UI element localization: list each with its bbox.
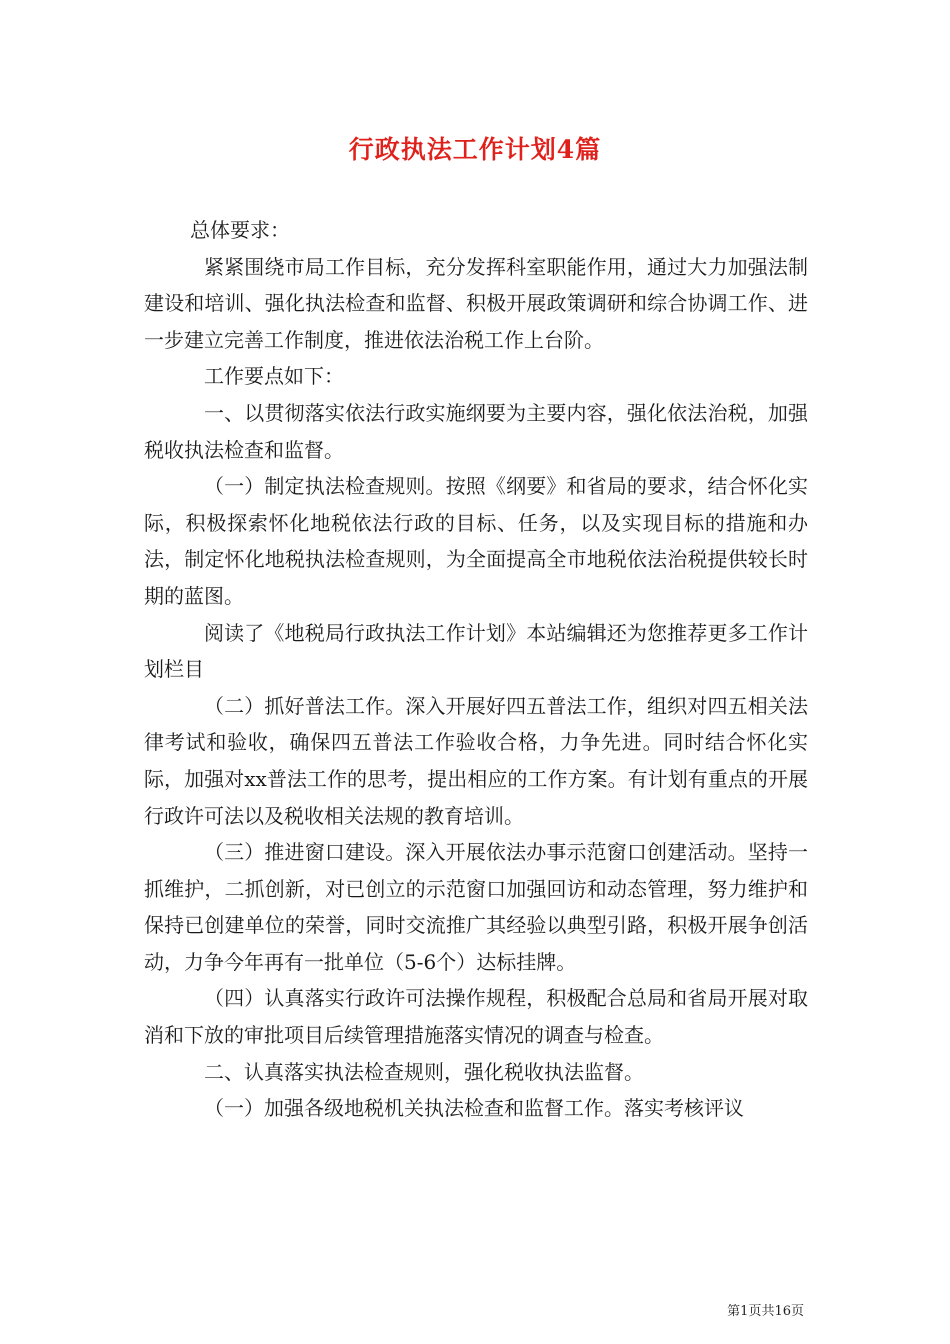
paragraph: （二）抓好普法工作。深入开展好四五普法工作，组织对四五相关法律考试和验收，确保四五普法工作验收合格，力争先进。同时结合怀化实际，加强对xx普法工作的思考，提出相应的工作方案。有计划有重点的开展行政许可法以及税收相关法规的教育培训。 xyxy=(144,693,808,828)
paragraph: 紧紧围绕市局工作目标，充分发挥科室职能作用，通过大力加强法制建设和培训、强化执法检查和监督、积极开展政策调研和综合协调工作、进一步建立完善工作制度，推进依法治税工作上台阶。 xyxy=(144,254,808,352)
paragraph-overall-requirements: 总体要求： xyxy=(190,218,290,242)
paragraph: （一）制定执法检查规则。按照《纲要》和省局的要求，结合怀化实际，积极探索怀化地税依法行政的目标、任务，以及实现目标的措施和办法，制定怀化地税执法检查规则，为全面提高全市地税依法治税提供较长时期的蓝图。 xyxy=(144,474,808,608)
paragraph: 阅读了《地税局行政执法工作计划》本站编辑还为您推荐更多工作计划栏目 xyxy=(144,620,808,682)
paragraph: （三）推进窗口建设。深入开展依法办事示范窗口创建活动。坚持一抓维护，二抓创新，对已创立的示范窗口加强回访和动态管理，努力维护和保持已创建单位的荣誉，同时交流推广其经验以典型引路，积极开展争创活动，力争今年再有一批单位（5-6个）达标挂牌。 xyxy=(144,840,808,974)
paragraph: 工作要点如下： xyxy=(204,364,344,389)
paragraph: （四）认真落实行政许可法操作规程，积极配合总局和省局开展对取消和下放的审批项目后续管理措施落实情况的调查与检查。 xyxy=(144,986,808,1048)
document-body xyxy=(144,212,808,1127)
document-title: 行政执法工作计划4篇 xyxy=(348,135,602,164)
paragraph: （一）加强各级地税机关执法检查和监督工作。落实考核评议 xyxy=(204,1096,744,1121)
paragraph: 二、认真落实执法检查规则，强化税收执法监督。 xyxy=(204,1059,644,1084)
page-number: 第1页共16页 xyxy=(727,1304,804,1319)
paragraph: 一、以贯彻落实依法行政实施纲要为主要内容，强化依法治税，加强税收执法检查和监督。 xyxy=(144,400,808,462)
